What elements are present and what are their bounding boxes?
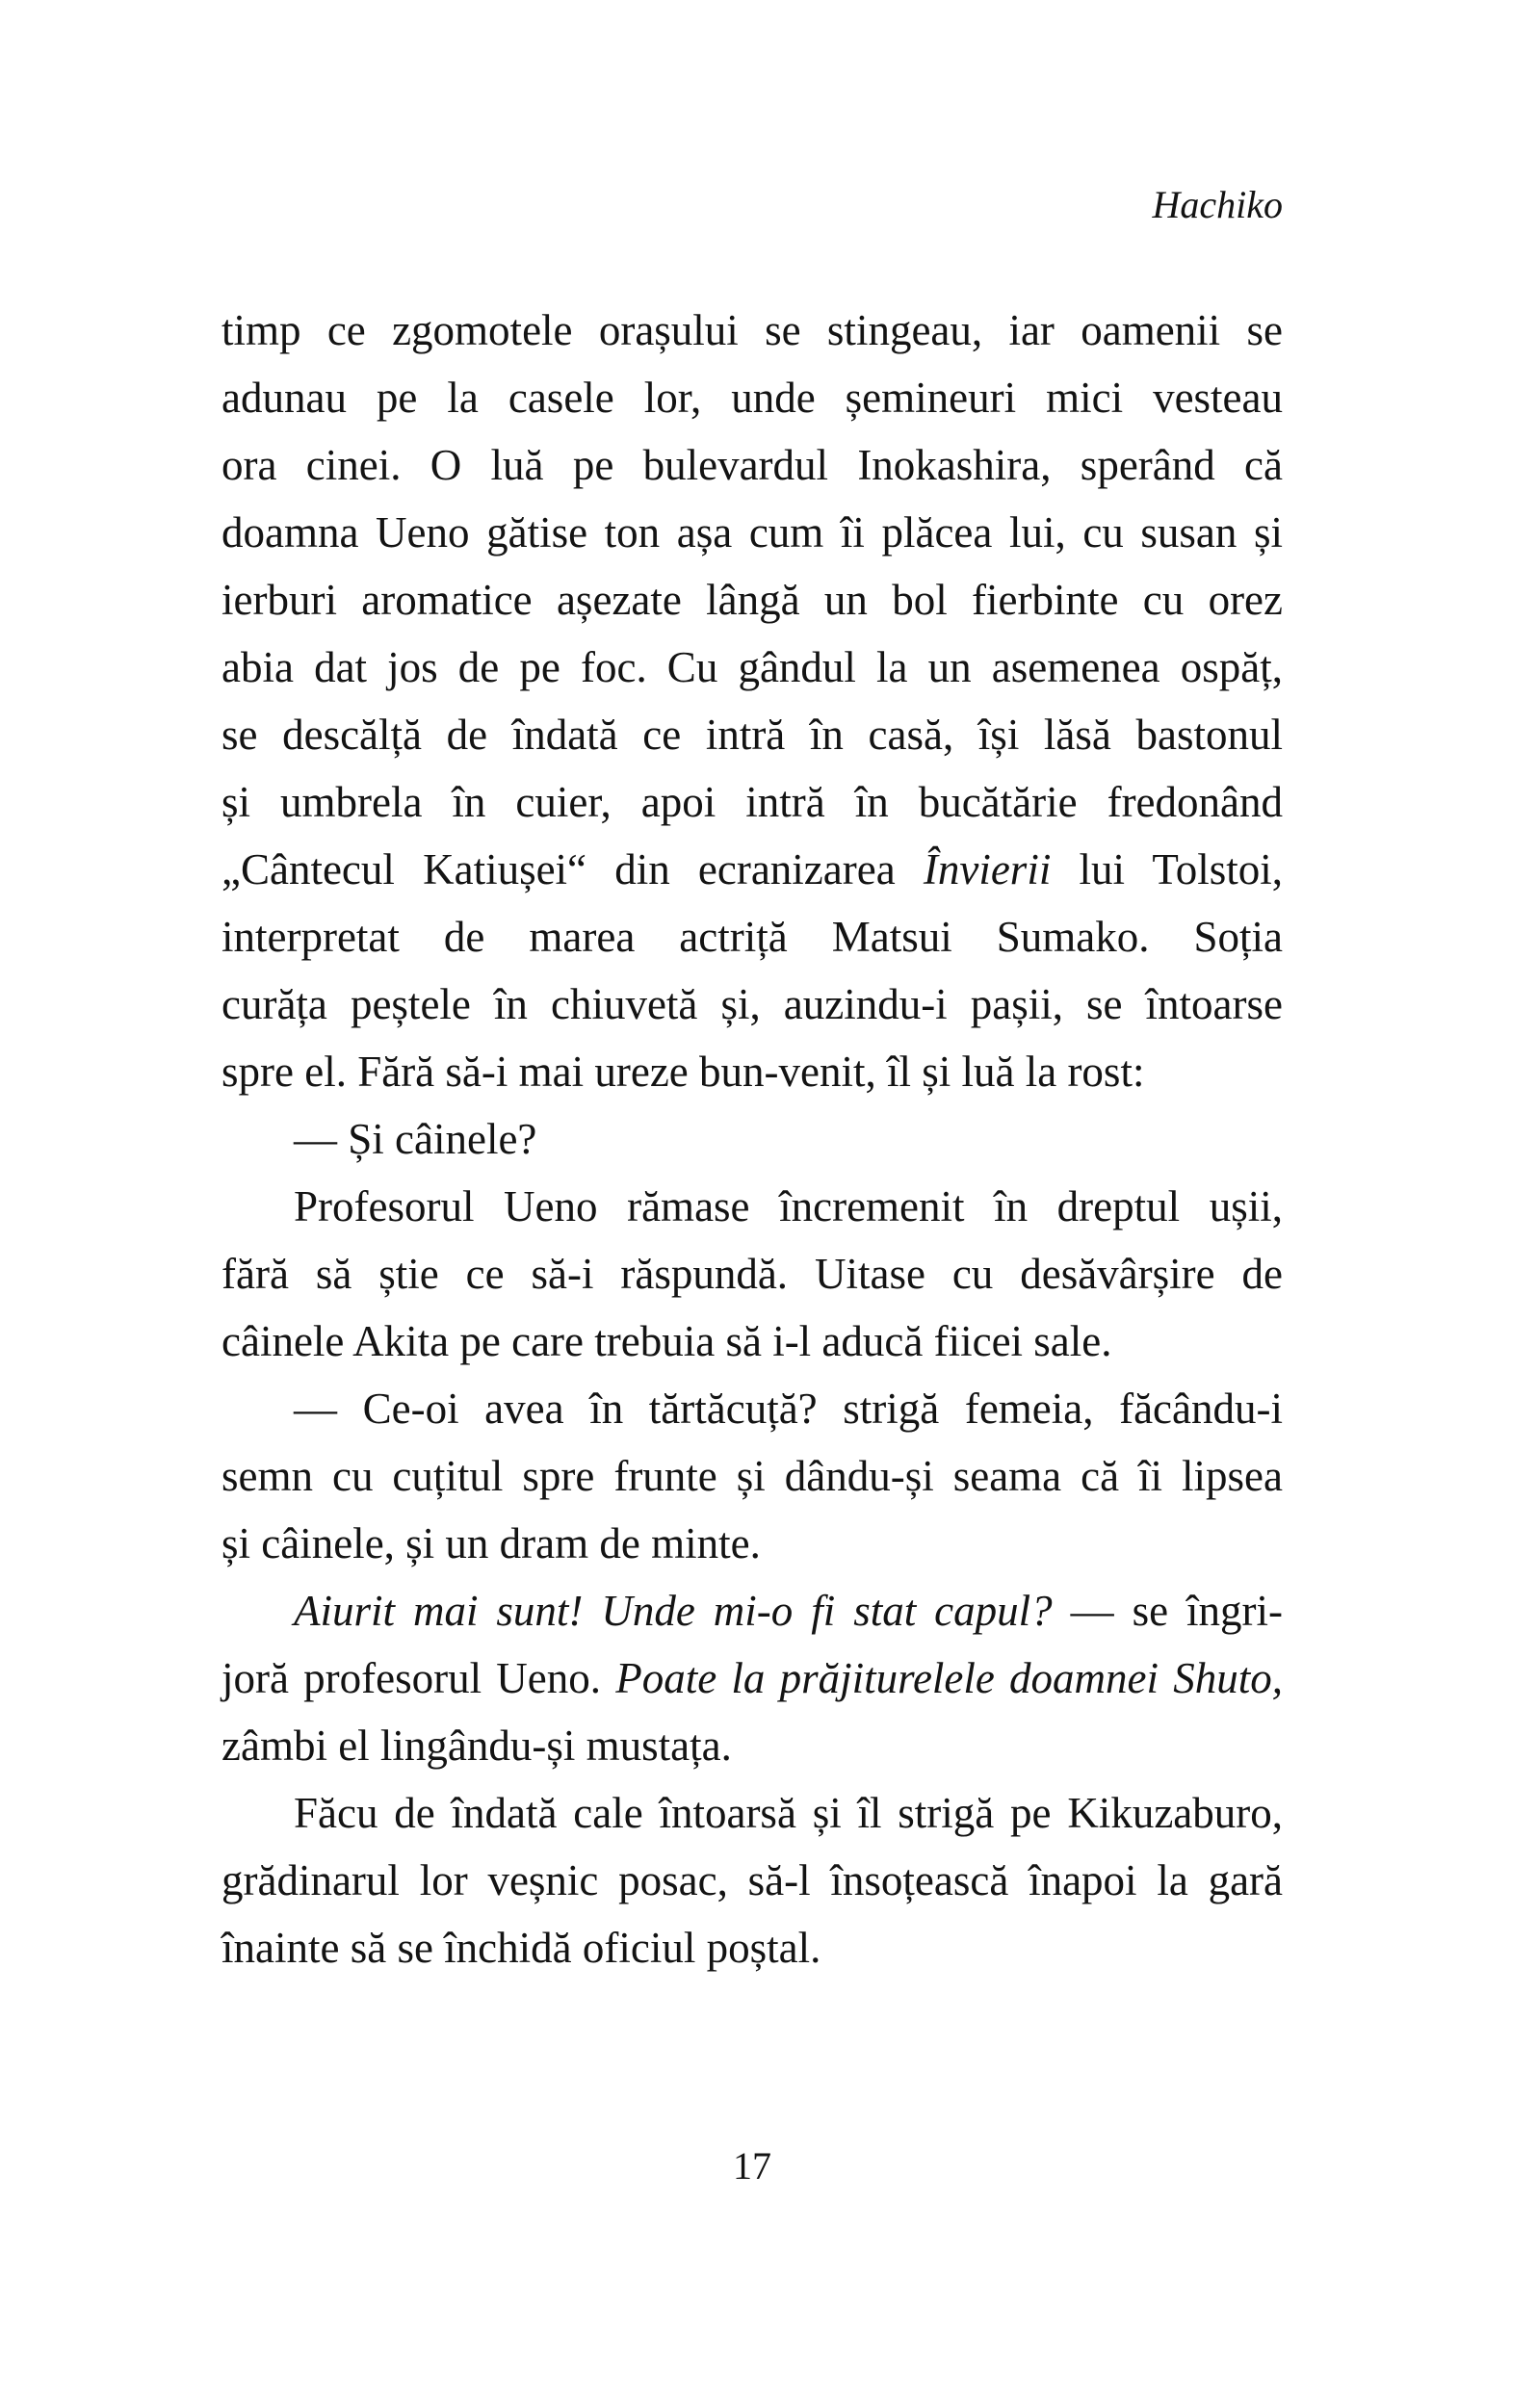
- text-line: [221, 1442, 1283, 1510]
- text-line: [221, 1105, 1283, 1173]
- text-segment: semn cu cuțitul spre frunte și dându-și seama că îi lipsea: [221, 1452, 1283, 1500]
- text-line: [221, 431, 1283, 499]
- italic-text-segment: Poate la prăjiturelele doamnei Shuto,: [615, 1654, 1283, 1702]
- text-segment: și câinele, și un dram de minte.: [221, 1519, 761, 1567]
- text-line: [221, 1038, 1283, 1105]
- text-segment: se descălță de îndată ce intră în casă, își lăsă bastonul: [221, 711, 1283, 759]
- text-segment: și umbrela în cuier, apoi intră în bucătărie fredonând: [221, 778, 1283, 826]
- text-line: [221, 1510, 1283, 1577]
- text-line: [221, 1240, 1283, 1308]
- text-segment: grădinarul lor veșnic posac, să-l însoțească înapoi la gară: [221, 1856, 1283, 1904]
- text-segment: spre el. Fără să-i mai ureze bun-venit, îl și luă la rost:: [221, 1048, 1145, 1096]
- text-line: [221, 297, 1283, 364]
- text-line: [221, 1779, 1283, 1847]
- text-segment: câinele Akita pe care trebuia să i-l aducă fiicei sale.: [221, 1317, 1112, 1365]
- text-segment: Profesorul Ueno rămase încremenit în dreptul ușii,: [294, 1182, 1283, 1230]
- text-segment: — Și câinele?: [294, 1115, 537, 1163]
- italic-text-segment: Aiurit mai sunt! Unde mi-o fi stat capul?: [294, 1587, 1053, 1635]
- text-segment: interpretat de marea actriță Matsui Sumako. Soția: [221, 913, 1283, 961]
- text-segment: adunau pe la casele lor, unde șemineuri mici vesteau: [221, 374, 1283, 422]
- text-segment: curăța peștele în chiuvetă și, auzindu-i pașii, se întoarse: [221, 980, 1283, 1028]
- text-segment: abia dat jos de pe foc. Cu gândul la un asemenea ospăț,: [221, 643, 1283, 691]
- text-line: [221, 768, 1283, 836]
- text-segment: timp ce zgomotele orașului se stingeau, iar oamenii se: [221, 306, 1283, 354]
- text-segment: Făcu de îndată cale întoarsă și îl strigă pe Kikuzaburo,: [294, 1789, 1283, 1837]
- text-line: [221, 1577, 1283, 1644]
- page-number: 17: [733, 2144, 771, 2188]
- text-line: [221, 1847, 1283, 1914]
- text-line: [221, 1644, 1283, 1712]
- text-segment: — se îngri-: [1052, 1587, 1283, 1635]
- text-line: [221, 701, 1283, 768]
- text-segment: — Ce-oi avea în tărtăcuță? strigă femeia, făcându-i: [294, 1385, 1283, 1433]
- text-line: [221, 1914, 1283, 1981]
- body-text: [221, 297, 1283, 1981]
- text-line: [221, 903, 1283, 971]
- running-head: Hachiko: [1152, 183, 1283, 226]
- text-line: [221, 566, 1283, 634]
- text-segment: fără să știe ce să-i răspundă. Uitase cu desăvârșire de: [221, 1250, 1283, 1298]
- text-segment: doamna Ueno gătise ton așa cum îi plăcea lui, cu susan și: [221, 508, 1283, 557]
- text-line: [221, 971, 1283, 1038]
- text-segment: înainte să se închidă oficiul poștal.: [221, 1924, 821, 1972]
- text-segment: ora cinei. O luă pe bulevardul Inokashira, sperând că: [221, 441, 1283, 489]
- italic-text-segment: Învierii: [923, 845, 1052, 893]
- text-line: [221, 1712, 1283, 1779]
- text-line: [221, 634, 1283, 701]
- text-segment: joră profesorul Ueno.: [221, 1654, 616, 1702]
- text-segment: „Cântecul Katiușei“ din ecranizarea: [221, 845, 924, 893]
- text-line: [221, 836, 1283, 903]
- text-line: [221, 499, 1283, 566]
- text-segment: ierburi aromatice așezate lângă un bol fierbinte cu orez: [221, 576, 1283, 624]
- text-line: [221, 1375, 1283, 1442]
- text-line: [221, 364, 1283, 431]
- text-line: [221, 1308, 1283, 1375]
- text-line: [221, 1173, 1283, 1240]
- text-segment: lui Tolstoi,: [1051, 845, 1283, 893]
- text-segment: zâmbi el lingându-și mustața.: [221, 1722, 732, 1770]
